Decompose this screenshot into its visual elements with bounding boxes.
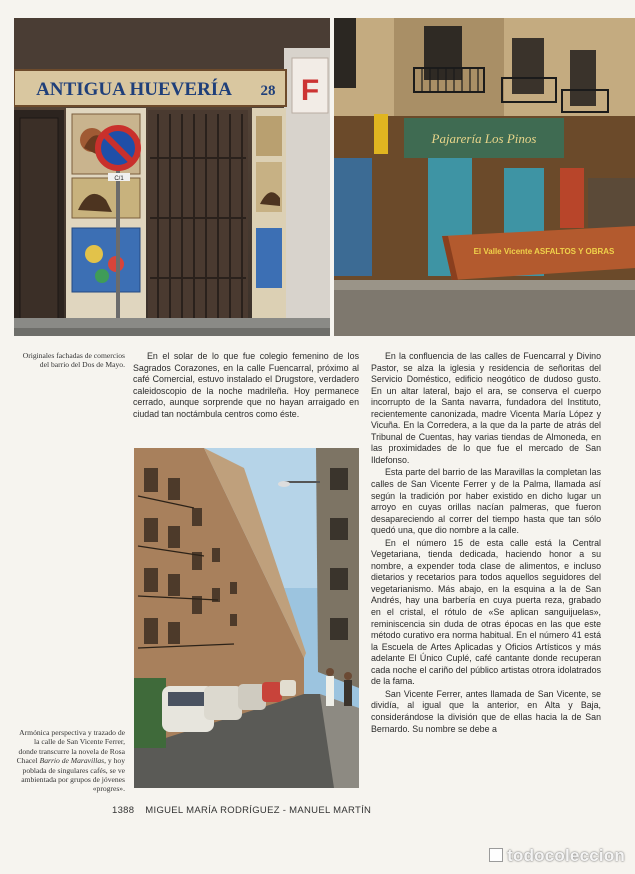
watermark-text: todocoleccion: [507, 846, 625, 865]
photo-caption-street: [14, 728, 125, 794]
photo-bird-shop-street: [334, 18, 635, 336]
page-number: 1388: [112, 805, 135, 816]
photo-caption-facades: [14, 351, 125, 370]
side-sign-letter: F: [300, 74, 320, 107]
pajareria-sign-text: Pajarería Los Pinos: [431, 131, 537, 146]
photo-huevera-illustration: [14, 18, 330, 336]
street-plaque: C/1: [114, 176, 124, 182]
caption-facades-text: Originales fachadas de comercios del barrio del Dos de Mayo.: [22, 351, 125, 370]
paragraph-vegetariana: En el número 15 de esta calle está la Central Vegetariana, tienda dedicada, haciendo honor a su nombre, a expender toda clase de alimentos, e incluso dietarios y recetarios para todos aquellos seguidores del vegetarianismo. Más abajo, en la esquina a la de San Andrés, hay una barbería en cuya puerta reza, grabado en el cristal, el rótulo de «Se aplican sanguijuelas», reminiscencia sin duda de otras épocas en las que este método curativo era norma habitual. En el número 41 está la Escuela de Artes Aplicadas y Oficios Artísticos y más adelante El Único Cuplé, café cantante donde recuperan cada noche el cariño del público artistas otrora idolatrados de la fama.: [371, 537, 601, 687]
photo-shop-facade-huevera: [14, 18, 330, 336]
footer-authors: MIGUEL MARÍA RODRÍGUEZ - MANUEL MARTÍN: [145, 805, 372, 816]
watermark-logo-icon: [489, 848, 503, 862]
photo-street-illustration: [134, 448, 359, 788]
caption-street-tail: , y hoy poblada de singulares cafés, se ve ambientada por grupos de jóvenes «progres».: [21, 756, 125, 794]
paragraph-drugstore: En el solar de lo que fue colegio femenino de los Sagrados Corazones, en la calle Fuencarral, próximo al café Comercial, estuvo instalado el Drugstore, verdadero caleidoscopio de la noche madrileña. Hoy permanece cerrado, aunque sorprende que no hayan arraigado en ciudad tan noctámbula centros como éste.: [133, 351, 359, 419]
paragraph-fuencarral: En la confluencia de las calles de Fuencarral y Divino Pastor, se alza la iglesia y residencia de señoritas del Servicio Doméstico, edificio neogótico de dudoso gusto. En un altar lateral, bajo el ara, se conserva el cuerpo incorrupto de la Santa navarra, fundadora del Instituto, recientemente canonizada, madre Vicenta María López y Vicuña. En la Corredera, a la que da la parte de atrás del Tribunal de Cuentas, hay varias tiendas de Almoneda, en las proximidades de lo que fue el mercado de San Ildefonso.: [371, 351, 601, 465]
photo-street-san-vicente-ferrer: [134, 448, 359, 788]
photo-pajareria-illustration: [334, 18, 635, 336]
watermark: [489, 846, 625, 866]
paragraph-san-vicente: San Vicente Ferrer, antes llamada de San Vicente, se dividía, al igual que la anterior, en Alta y Baja, considerándose la división que de ellas hacia la de San Bernardo. Su nombre se debe a: [371, 688, 601, 734]
container-text: El Valle Vicente ASFALTOS Y OBRAS: [473, 247, 615, 256]
caption-street-italic: Barrio de Maravillas: [39, 756, 105, 766]
shop-sign-text: ANTIGUA HUEVERÍA: [36, 79, 232, 100]
shop-sign-number: 28: [260, 83, 276, 99]
paragraph-maravillas: Esta parte del barrio de las Maravillas la completan las calles de San Vicente Ferrer y de la Palma, llamada así según la tradición por haber existido en dicho lugar un arroyo en cuyas orillas nacían palmeras, que fueron desapareciendo al correr del tiempo hasta que tan sólo quedó una, que dio nombre a la calle.: [371, 467, 601, 536]
article-column-right: [371, 351, 601, 735]
page-footer: [112, 805, 371, 816]
article-column-left: [133, 351, 359, 420]
caption-street-lead: Armónica perspectiva y trazado de la calle de San Vicente Ferrer, donde transcurre la novela de Rosa Chacel: [16, 728, 125, 766]
